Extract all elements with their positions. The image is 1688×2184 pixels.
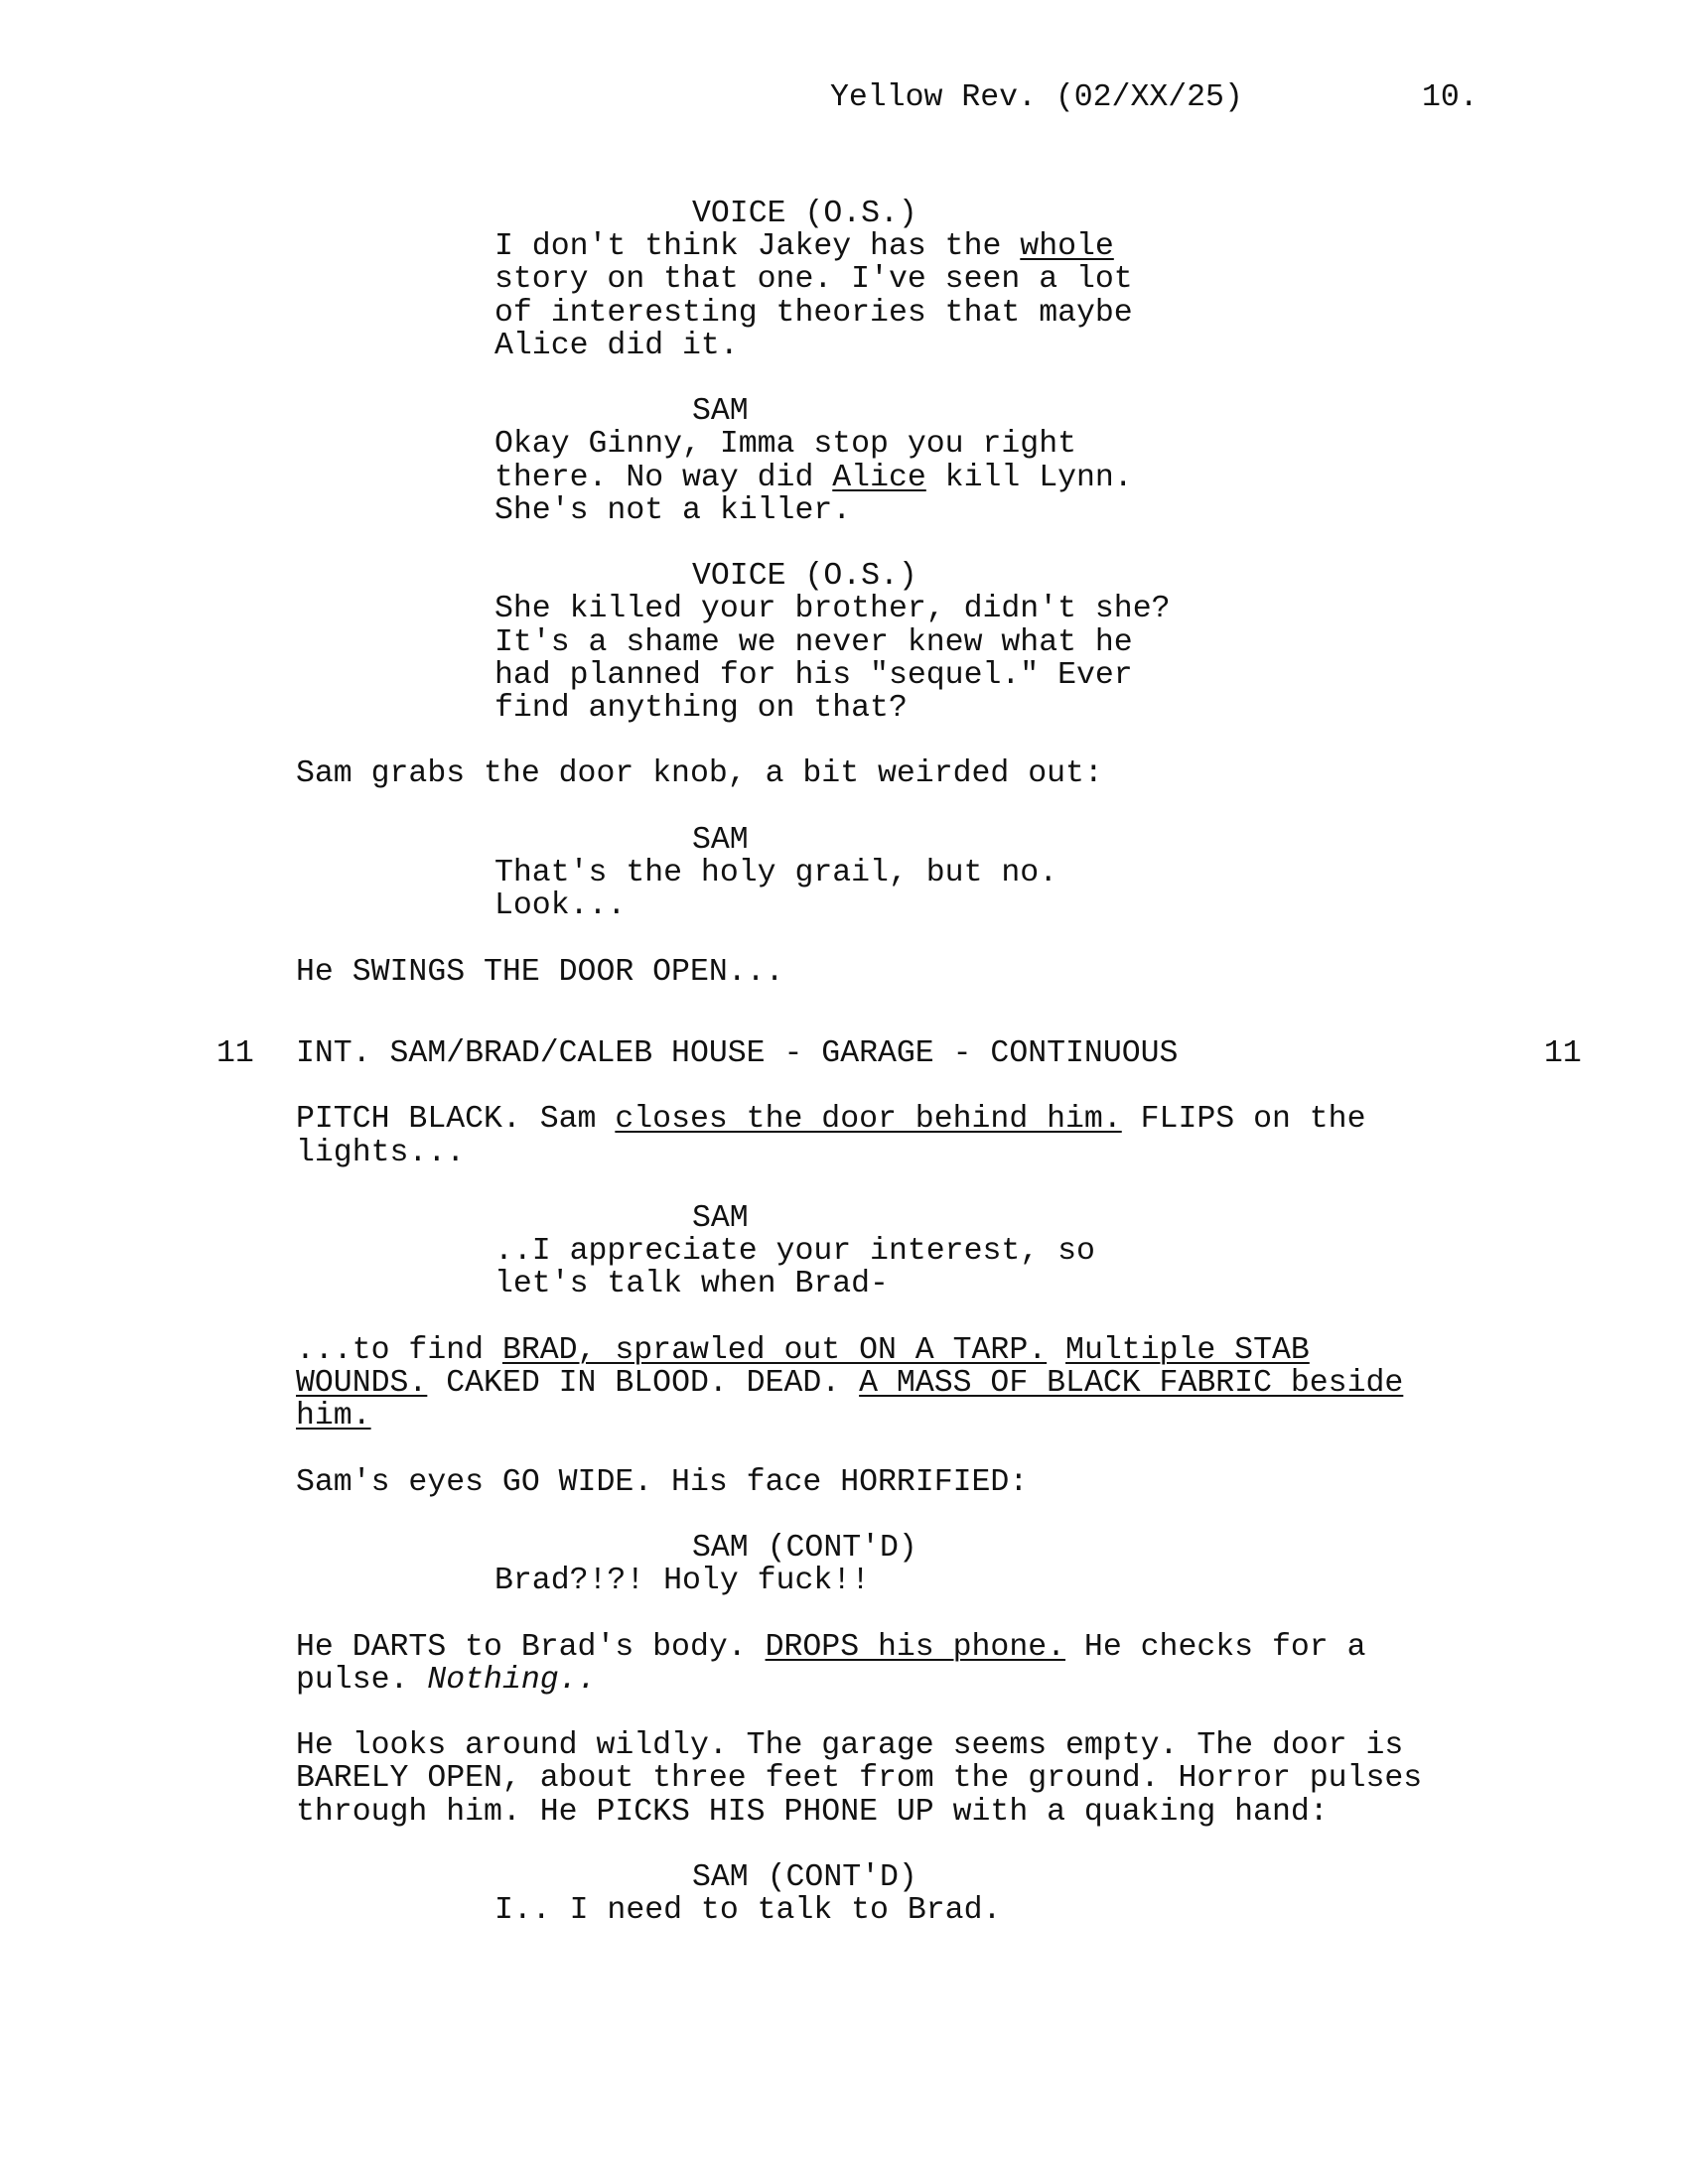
text-run: of interesting theories that maybe	[494, 296, 1133, 331]
underlined-text: Alice	[832, 461, 926, 495]
underlined-text: WOUNDS.	[296, 1366, 428, 1401]
text-run	[1047, 1333, 1065, 1368]
dialogue-line	[494, 857, 1057, 889]
action-line	[296, 956, 783, 989]
action-line	[296, 1367, 1403, 1400]
dialogue-line	[494, 626, 1133, 659]
action-line	[296, 1631, 1365, 1664]
text-run: He checks for a	[1065, 1630, 1366, 1665]
character-cue: SAM	[692, 1201, 749, 1236]
text-run: FLIPS on the	[1121, 1102, 1366, 1137]
action-line	[296, 1466, 1028, 1499]
text-run: had planned for his "sequel." Ever	[494, 658, 1133, 693]
underlined-text: whole	[1020, 229, 1114, 264]
text-run: PITCH BLACK. Sam	[296, 1102, 616, 1137]
underlined-text: DROPS his phone.	[765, 1630, 1066, 1665]
text-run: That's the holy grail, but no.	[494, 856, 1058, 890]
character-cue: SAM	[692, 823, 749, 858]
character-cue: SAM (CONT'D)	[692, 1860, 917, 1895]
character-cue: SAM	[692, 394, 749, 429]
dialogue-line	[494, 593, 1171, 625]
page-number: 10.	[1422, 80, 1478, 115]
dialogue-line	[494, 330, 739, 362]
dialogue-line	[494, 692, 908, 725]
text-run: Brad?!?! Holy fuck!!	[494, 1564, 871, 1598]
action-line	[296, 1137, 465, 1169]
text-run: Sam grabs the door knob, a bit weirded out:	[296, 756, 1103, 791]
action-line	[296, 1796, 1329, 1829]
text-run: She's not a killer.	[494, 493, 852, 528]
character-cue: VOICE (O.S.)	[692, 559, 917, 594]
character-cue: VOICE (O.S.)	[692, 197, 917, 231]
text-run: kill Lynn.	[925, 461, 1133, 495]
scene-heading: INT. SAM/BRAD/CALEB HOUSE - GARAGE - CONTINUOUS	[296, 1036, 1179, 1071]
text-run: I don't think Jakey has the	[494, 229, 1021, 264]
dialogue-line	[494, 889, 626, 922]
action-line	[296, 1729, 1403, 1762]
text-run: CAKED IN BLOOD. DEAD.	[427, 1366, 860, 1401]
dialogue-line	[494, 1565, 870, 1597]
dialogue-line	[494, 230, 1114, 263]
action-line	[296, 1334, 1310, 1367]
text-run: pulse.	[296, 1663, 428, 1698]
italic-text: Nothing..	[427, 1663, 597, 1698]
text-run: He DARTS to Brad's body.	[296, 1630, 766, 1665]
underlined-text: him.	[296, 1399, 371, 1433]
text-run: through him. He PICKS HIS PHONE UP with a quaking hand:	[296, 1795, 1329, 1830]
text-run: ...to find	[296, 1333, 502, 1368]
text-run: Alice did it.	[494, 329, 739, 363]
dialogue-line	[494, 263, 1133, 296]
action-line	[296, 757, 1103, 790]
text-run: He looks around wildly. The garage seems empty. The door is	[296, 1728, 1404, 1763]
text-run: Okay Ginny, Imma stop you right	[494, 427, 1076, 462]
scene-number-left: 11	[216, 1036, 254, 1071]
dialogue-line	[494, 428, 1076, 461]
text-run: there. No way did	[494, 461, 833, 495]
action-line	[296, 1103, 1366, 1136]
dialogue-line	[494, 1268, 889, 1300]
action-line	[296, 1664, 596, 1697]
revision-label: Yellow Rev. (02/XX/25)	[830, 80, 1243, 115]
dialogue-line	[494, 462, 1133, 494]
text-run: BARELY OPEN, about three feet from the ground. Horror pulses	[296, 1761, 1423, 1796]
text-run: He SWINGS THE DOOR OPEN...	[296, 955, 784, 990]
text-run: Look...	[494, 888, 627, 923]
action-line	[296, 1762, 1422, 1795]
text-run: let's talk when Brad-	[494, 1267, 889, 1301]
text-run: lights...	[296, 1136, 466, 1170]
dialogue-line	[494, 494, 851, 527]
scene-number-right: 11	[1544, 1036, 1582, 1071]
text-run: find anything on that?	[494, 691, 908, 726]
dialogue-line	[494, 659, 1133, 692]
text-run: ..I appreciate your interest, so	[494, 1234, 1095, 1269]
text-run: It's a shame we never knew what he	[494, 625, 1133, 660]
dialogue-line	[494, 1235, 1095, 1268]
underlined-text: closes the door behind him.	[615, 1102, 1122, 1137]
text-run: I.. I need to talk to Brad.	[494, 1893, 1002, 1928]
character-cue: SAM (CONT'D)	[692, 1531, 917, 1566]
dialogue-line	[494, 297, 1133, 330]
action-line	[296, 1400, 371, 1433]
underlined-text: A MASS OF BLACK FABRIC beside	[859, 1366, 1404, 1401]
dialogue-line	[494, 1894, 1001, 1927]
text-run: Sam's eyes GO WIDE. His face HORRIFIED:	[296, 1465, 1029, 1500]
text-run: story on that one. I've seen a lot	[494, 262, 1133, 297]
text-run: She killed your brother, didn't she?	[494, 592, 1171, 626]
underlined-text: BRAD, sprawled out ON A TARP.	[501, 1333, 1048, 1368]
underlined-text: Multiple STAB	[1065, 1333, 1310, 1368]
